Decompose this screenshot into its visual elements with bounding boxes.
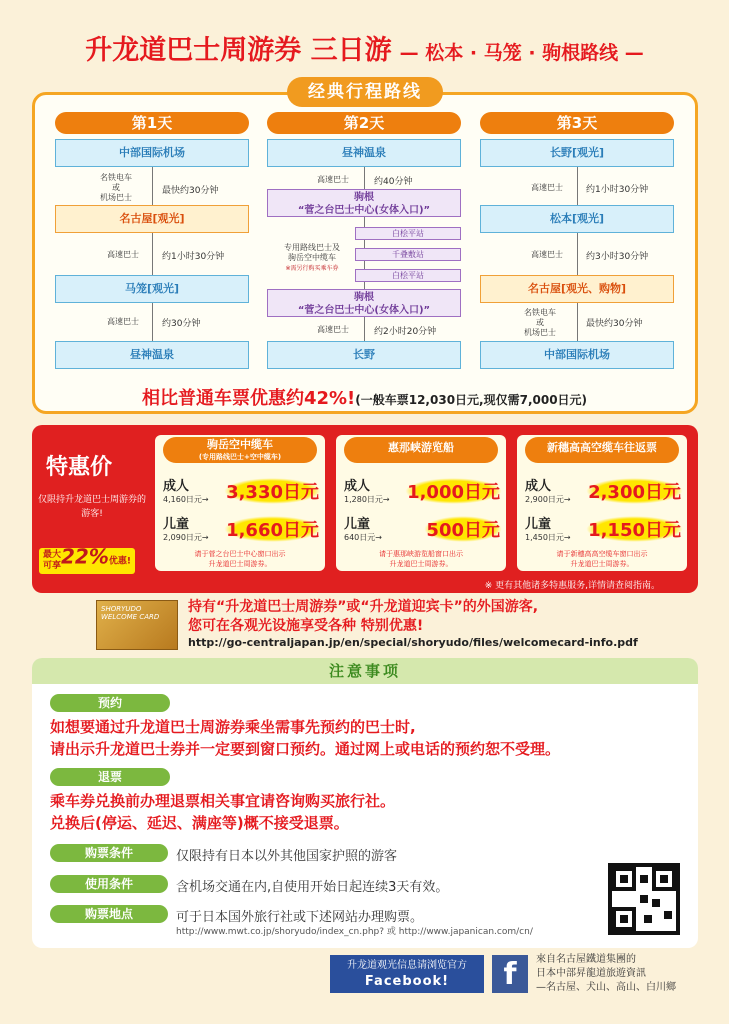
day3-leg-2-mode: 高速巴士 [531, 250, 563, 259]
card-1-sub: (专用路线巴士+空中缆车) [198, 453, 282, 461]
connector [577, 167, 578, 205]
day1-leg-2-mode: 高速巴士 [107, 250, 139, 259]
route-banner: 经典行程路线 [287, 77, 443, 107]
saving-main: 相比普通车票优惠约42%! [141, 388, 356, 409]
card-2-adult-orig: 1,280日元→ [344, 495, 390, 504]
card-3-head [525, 437, 679, 463]
max-prefix: 最大 可享 [43, 550, 62, 571]
card-2-child-row [344, 513, 504, 547]
day1-leg-3-mode: 高速巴士 [107, 317, 139, 326]
refund-tag: 退票 [50, 768, 170, 786]
facebook-icon[interactable]: f [492, 955, 528, 993]
purchase-condition-tag: 购票条件 [50, 844, 168, 862]
day2-stop-1: 昼神温泉 [267, 139, 461, 167]
card-3-child-price: 1,150日元 [586, 516, 683, 542]
card-1-adult-label: 成人 [163, 479, 190, 494]
card-3-adult-price: 2,300日元 [586, 478, 683, 504]
max-value: 22% [61, 544, 109, 569]
day3-stop-4: 中部国际机场 [480, 341, 674, 369]
card-2-adult-label: 成人 [344, 479, 371, 494]
day2-stop-3: 驹根 “菅之台巴士中心(女体入口)” [267, 289, 461, 317]
fb-info-3: —名古屋、犬山、高山、白川鄉 [536, 982, 676, 993]
max-suffix: 优惠! [108, 556, 131, 567]
purchase-place-text: 可于日本国外旅行社或下述网站办理购票。 [176, 910, 424, 925]
card-1-note: 请于菅之台巴士中心窗口出示 升龙道巴士周游券。 [194, 550, 286, 568]
discount-card-3 [517, 435, 687, 571]
card-1-child-label: 儿童 [163, 517, 190, 532]
special-only-note: 仅限持升龙道巴士周游券的游客! [38, 495, 147, 519]
promo-line-1: 持有“升龙道巴士周游券”或“升龙道迎宾卡”的外国游客, [188, 599, 539, 615]
day2-stop-2: 驹根 “菅之台巴士中心(女体入口)” [267, 189, 461, 217]
promo-text [188, 598, 538, 636]
day1-leg-2-time: 约1小时30分钟 [162, 252, 225, 262]
day3-stop-2: 松本[观光] [480, 205, 674, 233]
day3-leg-3-mode: 名铁电车 或 机场巴士 [524, 308, 556, 337]
purchase-urls[interactable]: http://www.mwt.co.jp/shoryudo/index_cn.php? 或 http://www.japanican.com/cn/ [176, 927, 533, 937]
day2-label: 第2天 [267, 112, 461, 134]
card-3-note: 请于新穗高高空缆车窗口出示 升龙道巴士周游券。 [556, 550, 648, 568]
day3-label: 第3天 [480, 112, 674, 134]
card-2-child-orig: 640日元→ [344, 533, 382, 542]
day2-mid-stop-2: 千叠敷站 [355, 248, 461, 261]
special-title: 特惠价 [46, 455, 113, 480]
welcome-card-text: SHORYUDO WELCOME CARD [101, 605, 160, 621]
day2-middle-note: 专用路线巴士及 驹岳空中缆车 [284, 243, 340, 262]
fb-info-1: 來自名古屋鐵道集團的 [536, 954, 636, 965]
page-title [0, 28, 729, 67]
fb-line-2: Facebook! [364, 974, 450, 989]
card-1-name: 驹岳空中缆车 [207, 438, 273, 451]
saving-detail: (一般车票12,030日元,现仅需7,000日元) [355, 393, 588, 407]
card-2-note: 请于惠那峡游览船窗口出示 升龙道巴士周游券。 [379, 550, 463, 568]
reserve-line-2: 请出示升龙道巴士券并一定要到窗口预约。通过网上或电话的预约恕不受理。 [50, 740, 561, 758]
welcome-card-image [96, 600, 178, 650]
connector [577, 303, 578, 341]
notice-title: 注意事项 [32, 658, 698, 684]
day2-leg-1-time: 约40分钟 [374, 177, 413, 187]
card-3-name: 新穗高高空缆车往返票 [547, 441, 657, 454]
card-3-child-label: 儿童 [525, 517, 552, 532]
purchase-condition-text: 仅限持有日本以外其他国家护照的游客 [176, 849, 398, 864]
day1-stop-4: 昼神温泉 [55, 341, 249, 369]
connector [577, 233, 578, 275]
refund-line-2: 兑换后(停运、延迟、满座等)概不接受退票。 [50, 814, 349, 832]
discount-card-2 [336, 435, 506, 571]
qr-code [608, 863, 680, 935]
title-main: 升龙道巴士周游券 三日游 [85, 35, 392, 66]
day3-leg-1-time: 约1小时30分钟 [586, 185, 649, 195]
facebook-info [536, 953, 676, 995]
card-3-adult-label: 成人 [525, 479, 552, 494]
day1-leg-3-time: 约30分钟 [162, 319, 201, 329]
card-1-adult-row [163, 475, 323, 509]
connector [152, 167, 153, 205]
day1-stop-1: 中部国际机场 [55, 139, 249, 167]
card-3-adult-row [525, 475, 685, 509]
facebook-button[interactable] [330, 955, 484, 993]
card-1-head [163, 437, 317, 463]
reserve-tag: 预约 [50, 694, 170, 712]
card-2-adult-price: 1,000日元 [405, 478, 502, 504]
title-subtitle: — 松本 · 马笼 · 驹根路线 — [399, 42, 644, 64]
fb-line-1: 升龙道观光信息请浏览官方 [347, 960, 467, 971]
card-1-adult-orig: 4,160日元→ [163, 495, 209, 504]
day1-stop-2: 名古屋[观光] [55, 205, 249, 233]
promo-line-2: 您可在各观光设施享受各种 特别优惠! [188, 618, 424, 634]
card-1-child-orig: 2,090日元→ [163, 533, 209, 542]
day2-middle-subnote: ※需另行购买乘车券 [285, 265, 339, 272]
connector [152, 303, 153, 341]
reserve-line-1: 如想要通过升龙道巴士周游券乘坐需事先预约的巴士时, [50, 718, 416, 736]
day1-stop-3: 马笼[观光] [55, 275, 249, 303]
card-3-adult-orig: 2,900日元→ [525, 495, 571, 504]
discount-card-1 [155, 435, 325, 571]
card-1-child-row [163, 513, 323, 547]
fb-info-2: 日本中部昇龍道旅遊資訊 [536, 968, 646, 979]
day2-mid-stop-3: 白桧平站 [355, 269, 461, 282]
card-1-child-price: 1,660日元 [224, 516, 321, 542]
use-condition-text: 含机场交通在内,自使用开始日起连续3天有效。 [176, 880, 449, 895]
card-2-name: 惠那峡游览船 [388, 441, 454, 454]
promo-url-link[interactable]: http://go-centraljapan.jp/en/special/shoryudo/files/welcomecard-info.pdf [188, 636, 638, 649]
day2-leg-1-mode: 高速巴士 [317, 175, 349, 184]
day3-leg-3-time: 最快约30分钟 [586, 319, 643, 329]
more-services-note: ※ 更有其他诸多特惠服务,详情请查阅指南。 [484, 581, 660, 591]
max-discount-badge [39, 544, 135, 574]
card-1-adult-price: 3,330日元 [224, 478, 321, 504]
use-condition-tag: 使用条件 [50, 875, 168, 893]
day3-stop-3: 名古屋[观光、购物] [480, 275, 674, 303]
card-3-child-row [525, 513, 685, 547]
day1-leg-1-mode: 名铁电车 或 机场巴士 [100, 173, 132, 202]
day2-mid-stop-1: 白桧平站 [355, 227, 461, 240]
connector [364, 167, 365, 189]
day2-leg-2-mode: 高速巴士 [317, 325, 349, 334]
day2-stop-4: 长野 [267, 341, 461, 369]
day3-stop-1: 长野[观光] [480, 139, 674, 167]
qr-pattern [612, 867, 676, 931]
card-2-child-price: 500日元 [424, 516, 502, 542]
day2-leg-2-time: 约2小时20分钟 [374, 327, 437, 337]
refund-line-1: 乘车券兑换前办理退票相关事宜请咨询购买旅行社。 [50, 792, 396, 810]
card-3-child-orig: 1,450日元→ [525, 533, 571, 542]
card-2-child-label: 儿童 [344, 517, 371, 532]
connector [152, 233, 153, 275]
card-2-adult-row [344, 475, 504, 509]
saving-line [0, 384, 729, 410]
day3-leg-1-mode: 高速巴士 [531, 183, 563, 192]
purchase-place-tag: 购票地点 [50, 905, 168, 923]
day3-leg-2-time: 约3小时30分钟 [586, 252, 649, 262]
day1-leg-1-time: 最快约30分钟 [162, 186, 219, 196]
card-2-head [344, 437, 498, 463]
connector [364, 317, 365, 341]
day1-label: 第1天 [55, 112, 249, 134]
